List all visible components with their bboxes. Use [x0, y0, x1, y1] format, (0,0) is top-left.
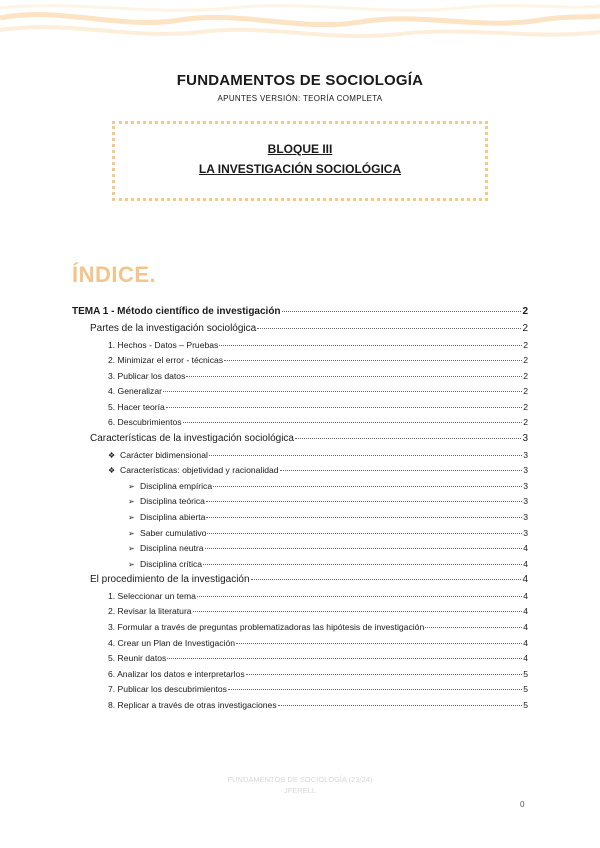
toc-dot-leader	[257, 321, 521, 329]
toc-entry-text: Partes de la investigación sociológica	[90, 323, 257, 334]
toc-entry-page: 4	[523, 606, 528, 617]
toc-dot-leader	[251, 572, 522, 580]
toc-dot-leader	[209, 448, 522, 456]
toc-dot-leader	[236, 636, 522, 644]
toc-entry-page: 4	[523, 637, 528, 648]
toc-entry-label	[108, 465, 279, 475]
toc-entry-page: 4	[523, 558, 528, 569]
toc-entry-label	[108, 638, 235, 648]
arrow-bullet-icon: ➢	[128, 512, 135, 522]
toc-entry-page: 4	[523, 590, 528, 601]
toc-entry-text: Características de la investigación sociológica	[90, 433, 294, 445]
toc-entry-page: 4	[522, 574, 528, 586]
toc-entry-label	[108, 700, 277, 710]
toc-entry-label	[72, 306, 281, 317]
toc-dot-leader	[197, 589, 522, 597]
toc-entry-text: 4. Crear un Plan de Investigación	[108, 637, 236, 648]
toc-entry-label	[108, 591, 196, 601]
toc-entry-label	[128, 543, 204, 553]
toc-entry-label	[108, 669, 245, 679]
page-number: 0	[520, 800, 525, 809]
toc-entry-text: 5. Reunir datos	[108, 653, 167, 664]
toc-entry-page: 5	[523, 684, 528, 695]
toc-entry-text: 1. Hechos - Datos – Pruebas	[108, 339, 219, 350]
toc-entry-label	[90, 433, 294, 444]
index-heading: ÍNDICE.	[72, 262, 157, 287]
toc-entry-page: 5	[523, 668, 528, 679]
toc-entry-text: Disciplina crítica	[140, 558, 203, 569]
toc-entry-page: 4	[523, 543, 528, 554]
toc-entry-text: Disciplina empírica	[140, 480, 213, 491]
diamond-bullet-icon: ❖	[108, 450, 116, 460]
toc-entry-page: 3	[523, 511, 528, 522]
toc-entry-text: 5. Hacer teoría	[108, 401, 165, 412]
toc-entry-label	[128, 481, 212, 491]
toc-entry-page: 2	[523, 370, 528, 381]
arrow-bullet-icon: ➢	[128, 497, 135, 507]
toc-entry-text: Disciplina neutra	[140, 543, 204, 554]
table-of-contents	[72, 306, 528, 716]
toc-entry-label	[108, 606, 192, 616]
toc-dot-leader	[278, 698, 523, 706]
toc-entry-text: Saber cumulativo	[140, 527, 207, 538]
toc-entry-page: 4	[523, 622, 528, 632]
toc-entry-label	[108, 371, 185, 381]
toc-entry-label	[128, 512, 205, 522]
toc-entry-page: 3	[523, 527, 528, 538]
toc-dot-leader	[425, 620, 522, 628]
toc-entry-text: Características: objetividad y racionalidad	[120, 465, 279, 476]
toc-entry-page: 5	[523, 699, 528, 710]
toc-entry-text: 4. Generalizar	[108, 386, 162, 397]
toc-entry-label	[128, 559, 202, 569]
toc-entry-label	[108, 450, 208, 460]
toc-entry-page: 3	[522, 433, 528, 445]
toc-dot-leader	[186, 369, 522, 377]
toc-dot-leader	[206, 510, 522, 518]
toc-dot-leader	[282, 304, 522, 312]
toc-dot-leader	[295, 431, 521, 439]
toc-entry-page: 2	[523, 386, 528, 397]
toc-entry-label	[128, 496, 205, 506]
toc-dot-leader	[246, 667, 523, 675]
toc-entry-page: 2	[523, 401, 528, 412]
toc-entry-text: 3. Formular a través de preguntas problematizadoras las hipótesis de investigación	[108, 622, 425, 632]
toc-dot-leader	[163, 384, 522, 392]
toc-entry-text: Carácter bidimensional	[120, 449, 208, 460]
toc-dot-leader	[167, 651, 522, 659]
toc-entry-text: 6. Analizar los datos e interpretarlos	[108, 668, 245, 679]
toc-entry-label	[108, 417, 182, 427]
decorative-wave-header	[0, 0, 600, 48]
toc-entry[interactable]	[72, 700, 528, 716]
toc-entry-page: 2	[523, 417, 528, 428]
toc-entry-text: 8. Replicar a través de otras investigaciones	[108, 699, 277, 710]
toc-entry-page: 2	[522, 323, 528, 334]
toc-entry-text: TEMA 1 - Método científico de investigación	[72, 306, 281, 317]
diamond-bullet-icon: ❖	[108, 466, 116, 476]
toc-dot-leader	[183, 415, 523, 423]
toc-entry-label	[108, 340, 218, 350]
arrow-bullet-icon: ➢	[128, 481, 135, 491]
toc-dot-leader	[207, 526, 522, 534]
toc-entry-page: 4	[523, 653, 528, 664]
toc-entry-page: 3	[523, 465, 528, 476]
toc-entry-page: 2	[523, 355, 528, 366]
toc-entry-label	[108, 402, 165, 412]
toc-dot-leader	[206, 494, 522, 502]
toc-entry-text: El procedimiento de la investigación	[90, 574, 250, 586]
footer-course: FUNDAMENTOS DE SOCIOLOGÍA (23/24)	[227, 775, 373, 784]
toc-dot-leader	[224, 353, 522, 361]
toc-entry-text: 7. Publicar los descubrimientos	[108, 684, 227, 695]
toc-entry-label	[108, 653, 166, 663]
toc-entry-label	[108, 355, 223, 365]
block-name: LA INVESTIGACIÓN SOCIOLÓGICA	[198, 162, 402, 176]
toc-entry-label	[128, 528, 206, 538]
arrow-bullet-icon: ➢	[128, 559, 135, 569]
arrow-bullet-icon: ➢	[128, 528, 135, 538]
toc-entry-text: 2. Minimizar el error - técnicas	[108, 355, 224, 366]
block-title-box	[112, 121, 488, 201]
page-footer	[0, 774, 600, 796]
toc-dot-leader	[193, 604, 523, 612]
toc-dot-leader	[203, 557, 522, 565]
toc-entry-page: 3	[523, 496, 528, 507]
toc-dot-leader	[205, 541, 523, 549]
toc-entry-text: 3. Publicar los datos	[108, 370, 186, 381]
toc-entry-text: 6. Descubrimientos	[108, 417, 182, 428]
toc-dot-leader	[166, 400, 522, 408]
arrow-bullet-icon: ➢	[128, 544, 135, 554]
toc-entry-page: 2	[522, 306, 528, 317]
toc-dot-leader	[228, 682, 522, 690]
toc-entry-label	[108, 684, 227, 694]
toc-entry-page: 3	[523, 449, 528, 460]
toc-entry-text: 2. Revisar la literatura	[108, 606, 192, 617]
toc-entry-page: 2	[523, 339, 528, 350]
toc-entry-text: Disciplina teórica	[140, 496, 205, 507]
toc-entry-label	[90, 323, 256, 334]
document-subtitle: APUNTES VERSIÓN: TEORÍA COMPLETA	[217, 94, 383, 103]
toc-entry-label	[108, 386, 162, 396]
toc-entry-text: Disciplina abierta	[140, 511, 206, 522]
block-number: BLOQUE III	[267, 142, 333, 156]
toc-entry-text: 1. Seleccionar un tema	[108, 590, 196, 601]
footer-author: JFERELL	[283, 786, 317, 795]
toc-entry-label	[90, 574, 250, 585]
toc-entry-page: 3	[523, 480, 528, 491]
toc-entry-label	[108, 622, 424, 632]
toc-dot-leader	[280, 463, 523, 471]
toc-dot-leader	[219, 338, 522, 346]
document-title: FUNDAMENTOS DE SOCIOLOGÍA	[176, 72, 424, 89]
toc-dot-leader	[213, 479, 522, 487]
